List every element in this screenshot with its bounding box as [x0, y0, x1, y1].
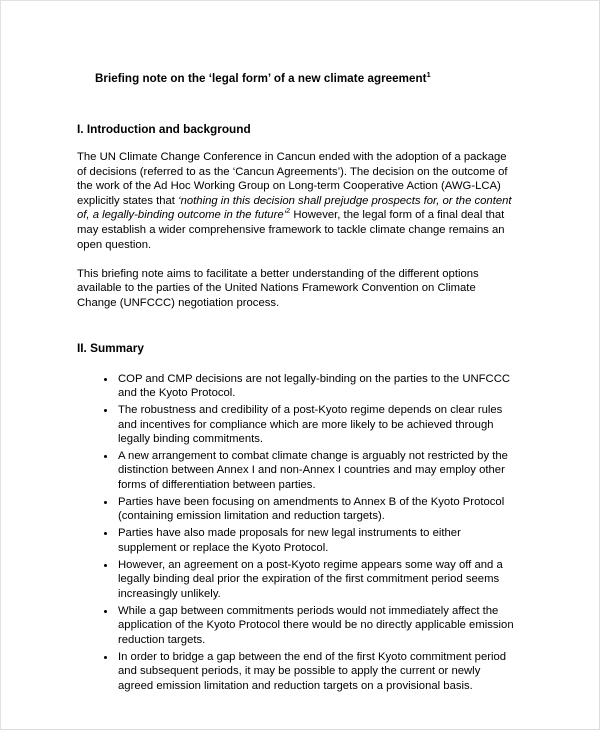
spacer	[77, 356, 517, 372]
summary-bullet-list	[77, 372, 517, 694]
paragraph-introduction-1	[77, 150, 517, 252]
document-body	[77, 71, 517, 696]
list-item: While a gap between commitments periods would not immediately affect the application of the Kyoto Protocol there would be no directly applicable emission reduction targets.	[77, 604, 517, 648]
paragraph-tail-text: However, the legal form of a final deal that may establish a wider comprehensive framework to tackle climate change remains an open question.	[77, 209, 505, 251]
list-item: The robustness and credibility of a post-Kyoto regime depends on clear rules and incentives for compliance which are more likely to be achieved through legally binding commitments.	[77, 403, 517, 447]
list-item: However, an agreement on a post-Kyoto regime appears some way off and a legally binding deal prior the expiration of the first commitment period seems increasingly unlikely.	[77, 558, 517, 602]
spacer	[77, 137, 517, 150]
spacer	[77, 311, 517, 341]
document-title	[95, 71, 517, 86]
list-item: Parties have also made proposals for new legal instruments to either supplement or replace the Kyoto Protocol.	[77, 526, 517, 555]
list-item: COP and CMP decisions are not legally-binding on the parties to the UNFCCC and the Kyoto Protocol.	[77, 372, 517, 401]
body-footnote-marker: 2	[286, 206, 291, 216]
list-item: In order to bridge a gap between the end of the first Kyoto commitment period and subsequent periods, it may be possible to apply the current or newly agreed emission limitation and reduction targets on a provisional basis.	[77, 650, 517, 694]
paragraph-lead-text: The UN Climate Change Conference in Cancun ended with the adoption of a package of decisions (referred to as the ‘Cancun Agreements’). The decision on the outcome of the work of the Ad Hoc Working Group on Long-term Cooperative Action (AWG-LCA) explicitly states that	[77, 151, 508, 207]
quoted-decision-text: ‘nothing in this decision shall prejudge prospects for, or the content of, a legally-binding outcome in the future’	[77, 194, 512, 222]
list-item: Parties have been focusing on amendments to Annex B of the Kyoto Protocol (containing emission limitation and reduction targets).	[77, 495, 517, 524]
title-footnote-marker: 1	[426, 70, 431, 80]
spacer	[77, 86, 517, 122]
section-heading-introduction: I. Introduction and background	[77, 122, 251, 136]
paragraph-introduction-2: This briefing note aims to facilitate a better understanding of the different options available to the parties of the United Nations Framework Convention on Climate Change (UNFCCC) negotiation process.	[77, 267, 479, 309]
section-heading-summary: II. Summary	[77, 340, 144, 355]
spacer	[77, 252, 517, 267]
document-title-label: Briefing note on the ‘legal form’ of a new climate agreement	[95, 72, 427, 85]
list-item: A new arrangement to combat climate change is arguably not restricted by the distinction between Annex I and non-Annex I countries and may employ other forms of differentiation between parties.	[77, 449, 517, 493]
